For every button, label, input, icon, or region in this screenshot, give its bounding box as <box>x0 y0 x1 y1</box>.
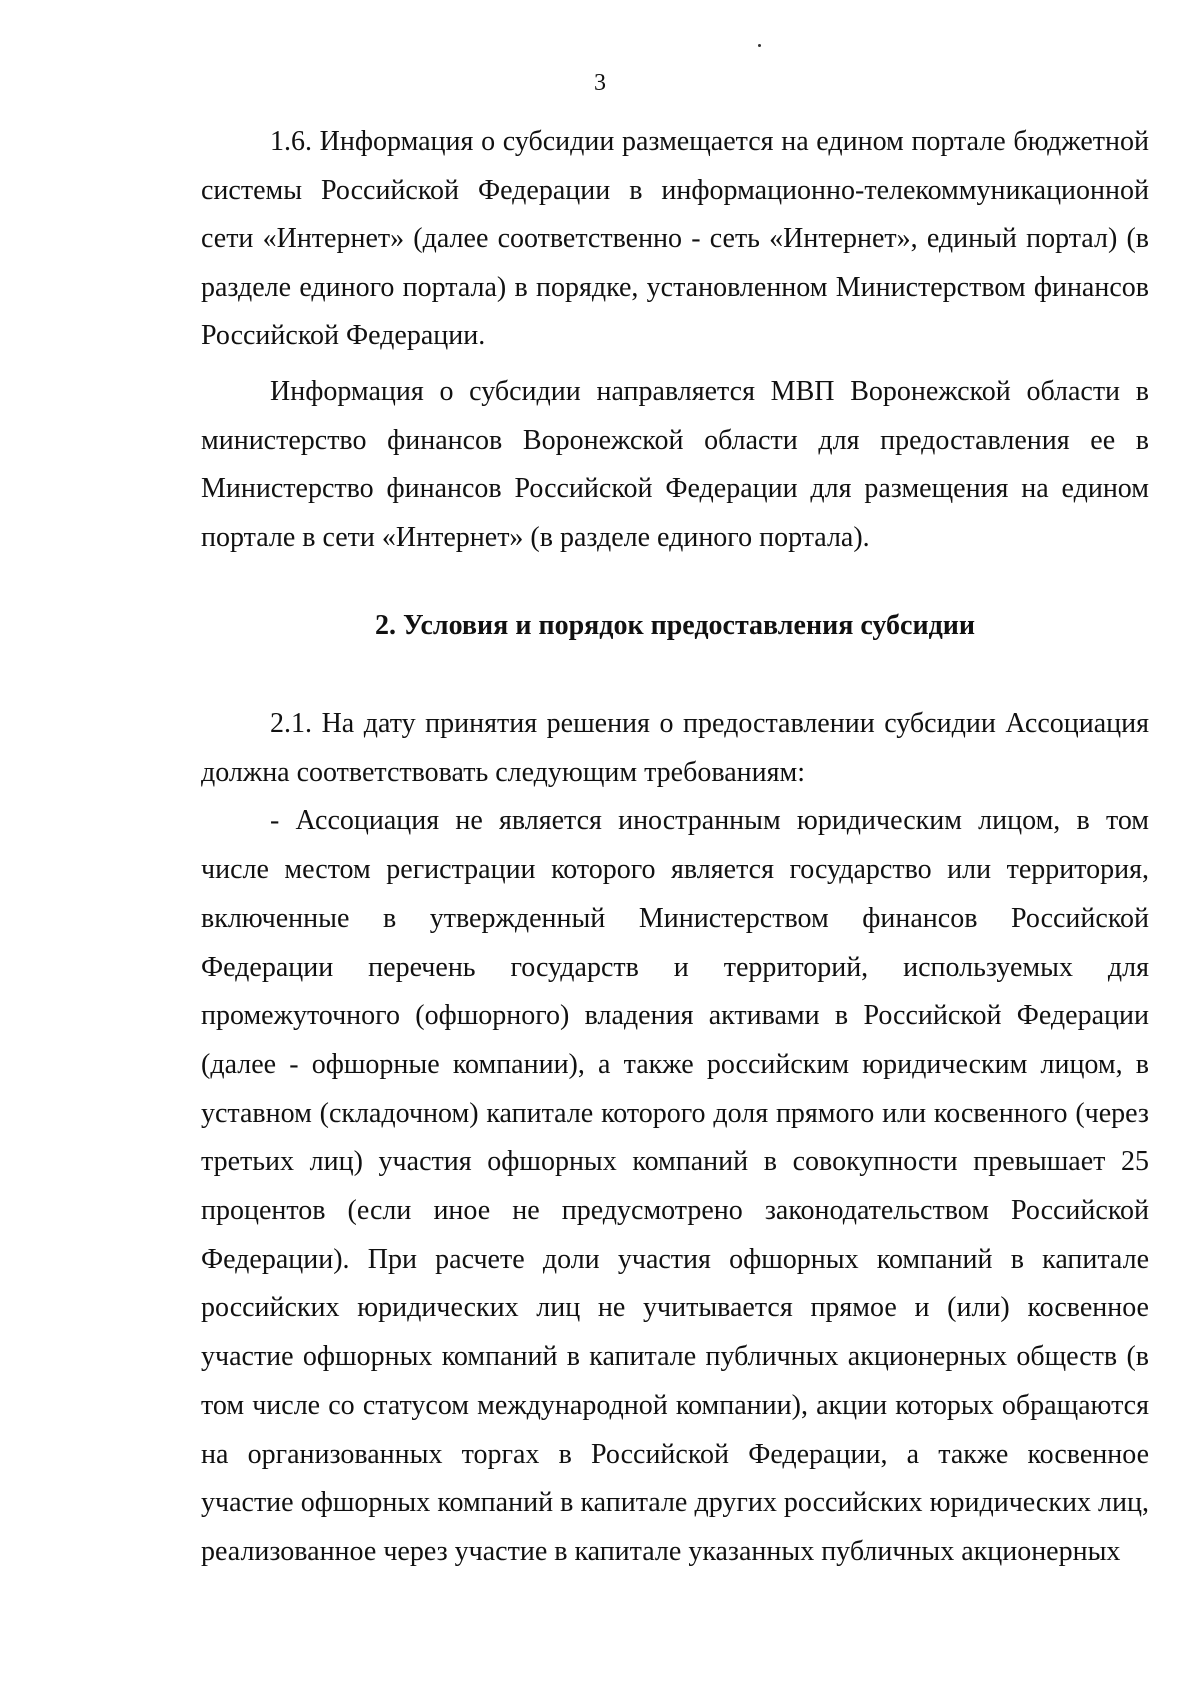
section-1-6-paragraph-1: 1.6. Информация о субсидии размещается на едином портале бюджетной системы Российской Федерации в информационно-телекоммуникационной сети «Интернет» (далее соответственно - сеть «Интернет», единый портал) (в разделе единого портала) в порядке, установленном Министерством финансов Российской Федерации. <box>201 126 1149 352</box>
paragraph-requirement: - Ассоциация не является иностранным юридическим лицом, в том числе местом регистрации которого является государство или территория, включенные в утвержденный Министерством финансов Российской Федерации перечень государств и территорий, используемых для промежуточного (офшорного) владения активами в Российской Федерации (далее - офшорные компании), а также российским юридическим лицом, в уставном (складочном) капитале которого доля прямого или косвенного (через третьих лиц) участия офшорных компаний в совокупности превышает 25 процентов (если иное не предусмотрено законодательством Российской Федерации). При расчете доли участия офшорных компаний в капитале российских юридических лиц не учитывается прямое и (или) косвенное участие офшорных компаний в капитале публичных акционерных обществ (в том числе со статусом международной компании), акции которых обращаются на организованных торгах в Российской Федерации, а также косвенное участие офшорных компаний в капитале других российских юридических лиц, реализованное через участие в капитале указанных публичных акционерных <box>201 805 1149 1567</box>
paragraph-2-1: 2.1. На дату принятия решения о предоставлении субсидии Ассоциация должна соответствовать следующим требованиям: <box>201 708 1149 788</box>
section-2-heading: 2. Условия и порядок предоставления субсидии <box>374 610 976 641</box>
scan-artifact-dot <box>758 44 761 47</box>
section-1-6-paragraph-1-block <box>201 118 1149 361</box>
section-2-body <box>201 700 1149 1577</box>
section-1-6-paragraph-2-block <box>201 368 1149 562</box>
section-1-6-paragraph-2: Информация о субсидии направляется МВП Воронежской области в министерство финансов Воронежской области для предоставления ее в Министерство финансов Российской Федерации для размещения на едином портале в сети «Интернет» (в разделе единого портала). <box>201 376 1149 553</box>
page-number: 3 <box>594 70 606 96</box>
